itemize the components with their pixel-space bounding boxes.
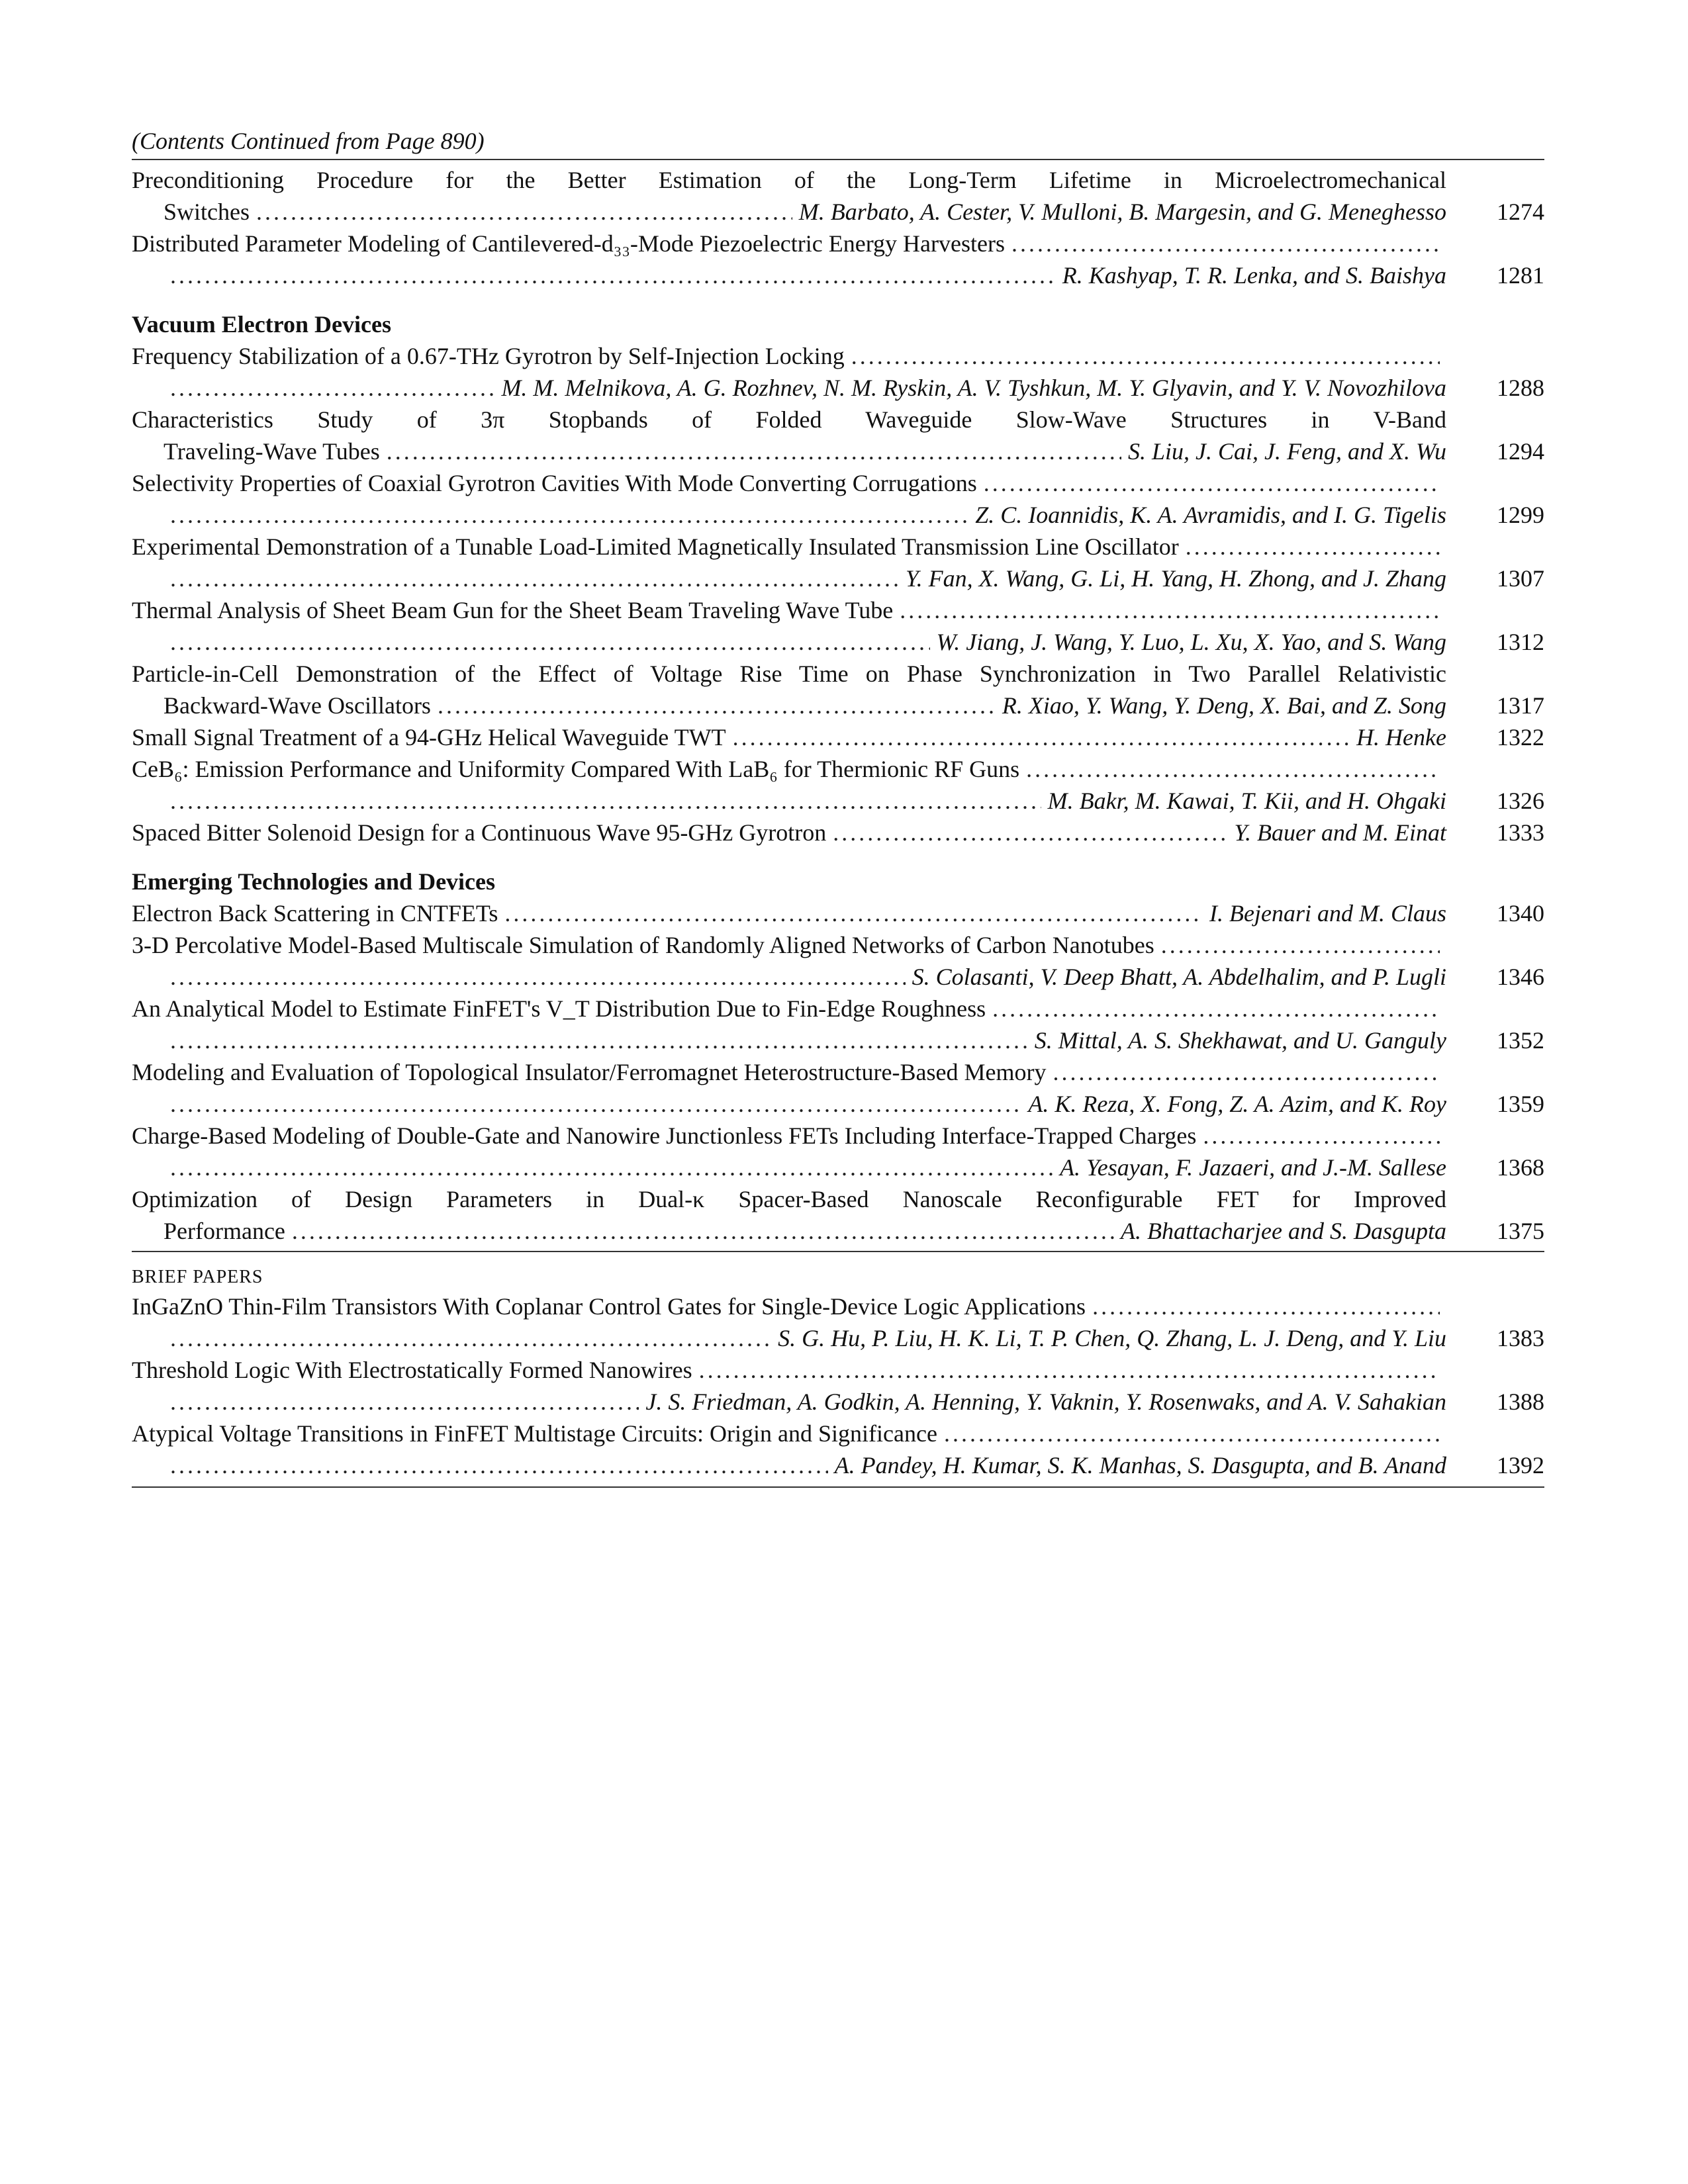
entry-authors-line (132, 435, 1446, 467)
entry-title-line (132, 164, 1446, 196)
entry-title[interactable]: Thermal Analysis of Sheet Beam Gun for the Sheet Beam Traveling Wave Tube (132, 597, 894, 623)
entry-title-line (132, 467, 1446, 499)
leader-dots (1011, 228, 1440, 259)
entry-authors-line (132, 499, 1446, 531)
leader-dots (387, 435, 1121, 467)
contents-continued-header: (Contents Continued from Page 890) (132, 128, 485, 154)
leader-dots (170, 499, 968, 531)
entry-authors: I. Bejenari and M. Claus (1209, 900, 1446, 927)
toc-entry[interactable] (132, 467, 1544, 531)
entry-authors: A. K. Reza, X. Fong, Z. A. Azim, and K. Roy (1028, 1091, 1446, 1117)
entry-authors: R. Kashyap, T. R. Lenka, and S. Baishya (1062, 262, 1446, 289)
page-number: 1392 (1497, 1452, 1544, 1479)
entry-title-line (132, 993, 1446, 1024)
entry-authors-line (132, 1322, 1446, 1354)
leader-dots (170, 785, 1041, 817)
page-number: 1375 (1497, 1218, 1544, 1244)
entry-authors: Z. C. Ioannidis, K. A. Avramidis, and I. G. Tigelis (975, 502, 1446, 528)
page-number: 1281 (1497, 262, 1544, 289)
entry-title[interactable]: InGaZnO Thin-Film Transistors With Coplanar Control Gates for Single-Device Logic Applications (132, 1293, 1086, 1320)
toc-entry[interactable] (132, 753, 1544, 817)
section-heading: Emerging Technologies and Devices (132, 868, 496, 895)
entry-title[interactable]: Experimental Demonstration of a Tunable Load-Limited Magnetically Insulated Transmission Line Oscillator (132, 533, 1179, 560)
page-number: 1299 (1497, 502, 1544, 528)
page-number: 1307 (1497, 565, 1544, 592)
toc-entry[interactable] (132, 531, 1544, 594)
entry-title-continued[interactable]: Performance (164, 1218, 285, 1244)
entry-authors: W. Jiang, J. Wang, Y. Luo, L. Xu, X. Yao, and S. Wang (936, 629, 1446, 655)
leader-dots (170, 1449, 828, 1481)
section-rule (132, 1251, 1544, 1252)
entry-line (132, 721, 1446, 753)
entry-authors: Y. Fan, X. Wang, G. Li, H. Yang, H. Zhong, and J. Zhang (905, 565, 1446, 592)
entry-title-line (132, 658, 1446, 690)
entry-authors: A. Yesayan, F. Jazaeri, and J.-M. Sallese (1060, 1154, 1446, 1181)
leader-dots (944, 1418, 1440, 1449)
entry-title[interactable]: Electron Back Scattering in CNTFETs (132, 900, 498, 927)
toc-entry[interactable] (132, 897, 1544, 929)
entry-authors: H. Henke (1356, 724, 1446, 751)
toc-entry[interactable] (132, 1418, 1544, 1481)
entry-authors: M. M. Melnikova, A. G. Rozhnev, N. M. Ryskin, A. V. Tyshkun, M. Y. Glyavin, and Y. V. Novozhilova (501, 375, 1446, 401)
page-number: 1368 (1497, 1154, 1544, 1181)
page-number: 1388 (1497, 1388, 1544, 1415)
entry-authors: M. Bakr, M. Kawai, T. Kii, and H. Ohgaki (1047, 788, 1446, 814)
leader-dots (170, 1152, 1053, 1183)
page-number: 1352 (1497, 1027, 1544, 1054)
entry-title[interactable]: Small Signal Treatment of a 94-GHz Helical Waveguide TWT (132, 724, 726, 751)
page-number: 1333 (1497, 819, 1544, 846)
entry-title-line (132, 1418, 1446, 1449)
entry-title-line (132, 1354, 1446, 1386)
section-heading: BRIEF PAPERS (132, 1267, 263, 1287)
table-of-contents (132, 160, 1544, 1481)
toc-entry[interactable] (132, 1354, 1544, 1418)
entry-authors: M. Barbato, A. Cester, V. Mulloni, B. Margesin, and G. Meneghesso (798, 199, 1446, 225)
entry-authors: S. Liu, J. Cai, J. Feng, and X. Wu (1128, 438, 1446, 465)
leader-dots (292, 1215, 1114, 1247)
leader-dots (170, 1322, 771, 1354)
entry-authors: R. Xiao, Y. Wang, Y. Deng, X. Bai, and Z. Song (1002, 692, 1446, 719)
page-number: 1340 (1497, 900, 1544, 927)
leader-dots (900, 594, 1440, 626)
entry-title-line (132, 404, 1446, 435)
page-number: 1312 (1497, 629, 1544, 655)
leader-dots (1053, 1056, 1440, 1088)
leader-dots (170, 961, 906, 993)
leader-dots (170, 626, 930, 658)
entry-title[interactable]: 3-D Percolative Model-Based Multiscale Simulation of Randomly Aligned Networks of Carbon Nanotubes (132, 932, 1154, 958)
leader-dots (170, 1088, 1021, 1120)
leader-dots (984, 467, 1440, 499)
footer-rule (132, 1486, 1544, 1488)
entry-line (132, 897, 1446, 929)
entry-title-line (132, 753, 1446, 785)
page-number: 1326 (1497, 788, 1544, 814)
toc-entry[interactable] (132, 817, 1544, 848)
entry-authors-line (132, 1152, 1446, 1183)
page-number: 1317 (1497, 692, 1544, 719)
page-number: 1294 (1497, 438, 1544, 465)
entry-title-continued[interactable]: Traveling-Wave Tubes (164, 438, 380, 465)
entry-title-line (132, 1056, 1446, 1088)
entry-title-line (132, 340, 1446, 372)
leader-dots (1092, 1291, 1440, 1322)
leader-dots (1203, 1120, 1440, 1152)
entry-authors: A. Pandey, H. Kumar, S. K. Manhas, S. Dasgupta, and B. Anand (834, 1452, 1446, 1479)
leader-dots (1186, 531, 1440, 563)
entry-authors-line (132, 626, 1446, 658)
toc-entry[interactable] (132, 228, 1544, 291)
leader-dots (170, 1024, 1028, 1056)
leader-dots (438, 690, 996, 721)
toc-entry[interactable] (132, 1291, 1544, 1354)
toc-entry[interactable] (132, 721, 1544, 753)
entry-title-line (132, 228, 1446, 259)
entry-authors: S. G. Hu, P. Liu, H. K. Li, T. P. Chen, Q. Zhang, L. J. Deng, and Y. Liu (778, 1325, 1446, 1351)
entry-authors-line (132, 1088, 1446, 1120)
entry-authors-line (132, 1449, 1446, 1481)
page-number: 1346 (1497, 964, 1544, 990)
entry-title-line (132, 929, 1446, 961)
entry-authors-line (132, 372, 1446, 404)
toc-entry[interactable] (132, 658, 1544, 721)
entry-authors-line (132, 785, 1446, 817)
entry-title[interactable]: Characteristics Study of 3π Stopbands of Folded Waveguide Slow-Wave Structures in V-Band (132, 406, 1446, 433)
entry-title[interactable]: Frequency Stabilization of a 0.67-THz Gyrotron by Self-Injection Locking (132, 343, 845, 369)
entry-title[interactable]: Spaced Bitter Solenoid Design for a Continuous Wave 95-GHz Gyrotron (132, 819, 827, 846)
entry-authors-line (132, 1386, 1446, 1418)
page-number: 1359 (1497, 1091, 1544, 1117)
entry-authors-line (132, 690, 1446, 721)
leader-dots (1026, 753, 1440, 785)
toc-entry[interactable] (132, 340, 1544, 404)
entry-title[interactable]: Modeling and Evaluation of Topological Insulator/Ferromagnet Heterostructure-Based Memory (132, 1059, 1047, 1085)
leader-dots (851, 340, 1440, 372)
leader-dots (256, 196, 792, 228)
page-number: 1274 (1497, 199, 1544, 225)
entry-title-line (132, 1291, 1446, 1322)
entry-title[interactable]: Optimization of Design Parameters in Dual-κ Spacer-Based Nanoscale Reconfigurable FET for Improved (132, 1186, 1446, 1212)
entry-title[interactable]: Selectivity Properties of Coaxial Gyrotron Cavities With Mode Converting Corrugations (132, 470, 977, 496)
entry-title[interactable]: An Analytical Model to Estimate FinFET's V_T Distribution Due to Fin-Edge Roughness (132, 995, 986, 1022)
entry-authors: S. Colasanti, V. Deep Bhatt, A. Abdelhalim, and P. Lugli (912, 964, 1446, 990)
entry-authors-line (132, 259, 1446, 291)
entry-authors: S. Mittal, A. S. Shekhawat, and U. Ganguly (1034, 1027, 1446, 1054)
leader-dots (1161, 929, 1440, 961)
leader-dots (170, 1386, 639, 1418)
entry-title[interactable]: Atypical Voltage Transitions in FinFET Multistage Circuits: Origin and Significance (132, 1420, 937, 1447)
toc-entry[interactable] (132, 164, 1544, 228)
entry-authors: A. Bhattacharjee and S. Dasgupta (1121, 1218, 1446, 1244)
leader-dots (733, 721, 1350, 753)
page-number: 1322 (1497, 724, 1544, 751)
leader-dots (833, 817, 1227, 848)
toc-entry[interactable] (132, 594, 1544, 658)
leader-dots (170, 372, 494, 404)
entry-authors-line (132, 196, 1446, 228)
entry-title-line (132, 1183, 1446, 1215)
entry-title[interactable]: Charge-Based Modeling of Double-Gate and Nanowire Junctionless FETs Including Interface-Trapped Charges (132, 1122, 1197, 1149)
section-heading: Vacuum Electron Devices (132, 311, 391, 338)
entry-title-continued[interactable]: Switches (164, 199, 250, 225)
entry-authors-line (132, 961, 1446, 993)
entry-title-line (132, 594, 1446, 626)
entry-authors-line (132, 1024, 1446, 1056)
toc-entry[interactable] (132, 1120, 1544, 1183)
entry-authors: J. S. Friedman, A. Godkin, A. Henning, Y. Vaknin, Y. Rosenwaks, and A. V. Sahakian (645, 1388, 1446, 1415)
toc-entry[interactable] (132, 404, 1544, 467)
entry-title[interactable]: Particle-in-Cell Demonstration of the Effect of Voltage Rise Time on Phase Synchronization in Two Parallel Relativistic (132, 660, 1446, 687)
toc-entry[interactable] (132, 929, 1544, 993)
page-number: 1383 (1497, 1325, 1544, 1351)
leader-dots (992, 993, 1440, 1024)
entry-authors-line (132, 563, 1446, 594)
leader-dots (170, 563, 899, 594)
leader-dots (504, 897, 1203, 929)
entry-title[interactable]: CeB₆: Emission Performance and Uniformity Compared With LaB₆ for Thermionic RF Guns (132, 756, 1020, 782)
page-number: 1288 (1497, 375, 1544, 401)
entry-authors: Y. Bauer and M. Einat (1234, 819, 1446, 846)
entry-title-line (132, 1120, 1446, 1152)
entry-title[interactable]: Distributed Parameter Modeling of Cantilevered-d₃₃-Mode Piezoelectric Energy Harvesters (132, 230, 1005, 257)
toc-entry[interactable] (132, 993, 1544, 1056)
entry-line (132, 817, 1446, 848)
entry-title-line (132, 531, 1446, 563)
entry-title[interactable]: Threshold Logic With Electrostatically Formed Nanowires (132, 1357, 692, 1383)
entry-title-continued[interactable]: Backward-Wave Oscillators (164, 692, 431, 719)
entry-title[interactable]: Preconditioning Procedure for the Better Estimation of the Long-Term Lifetime in Microelectromechanical (132, 167, 1446, 193)
toc-entry[interactable] (132, 1183, 1544, 1247)
contents-page (132, 126, 1544, 1488)
entry-authors-line (132, 1215, 1446, 1247)
leader-dots (699, 1354, 1440, 1386)
toc-entry[interactable] (132, 1056, 1544, 1120)
leader-dots (170, 259, 1056, 291)
